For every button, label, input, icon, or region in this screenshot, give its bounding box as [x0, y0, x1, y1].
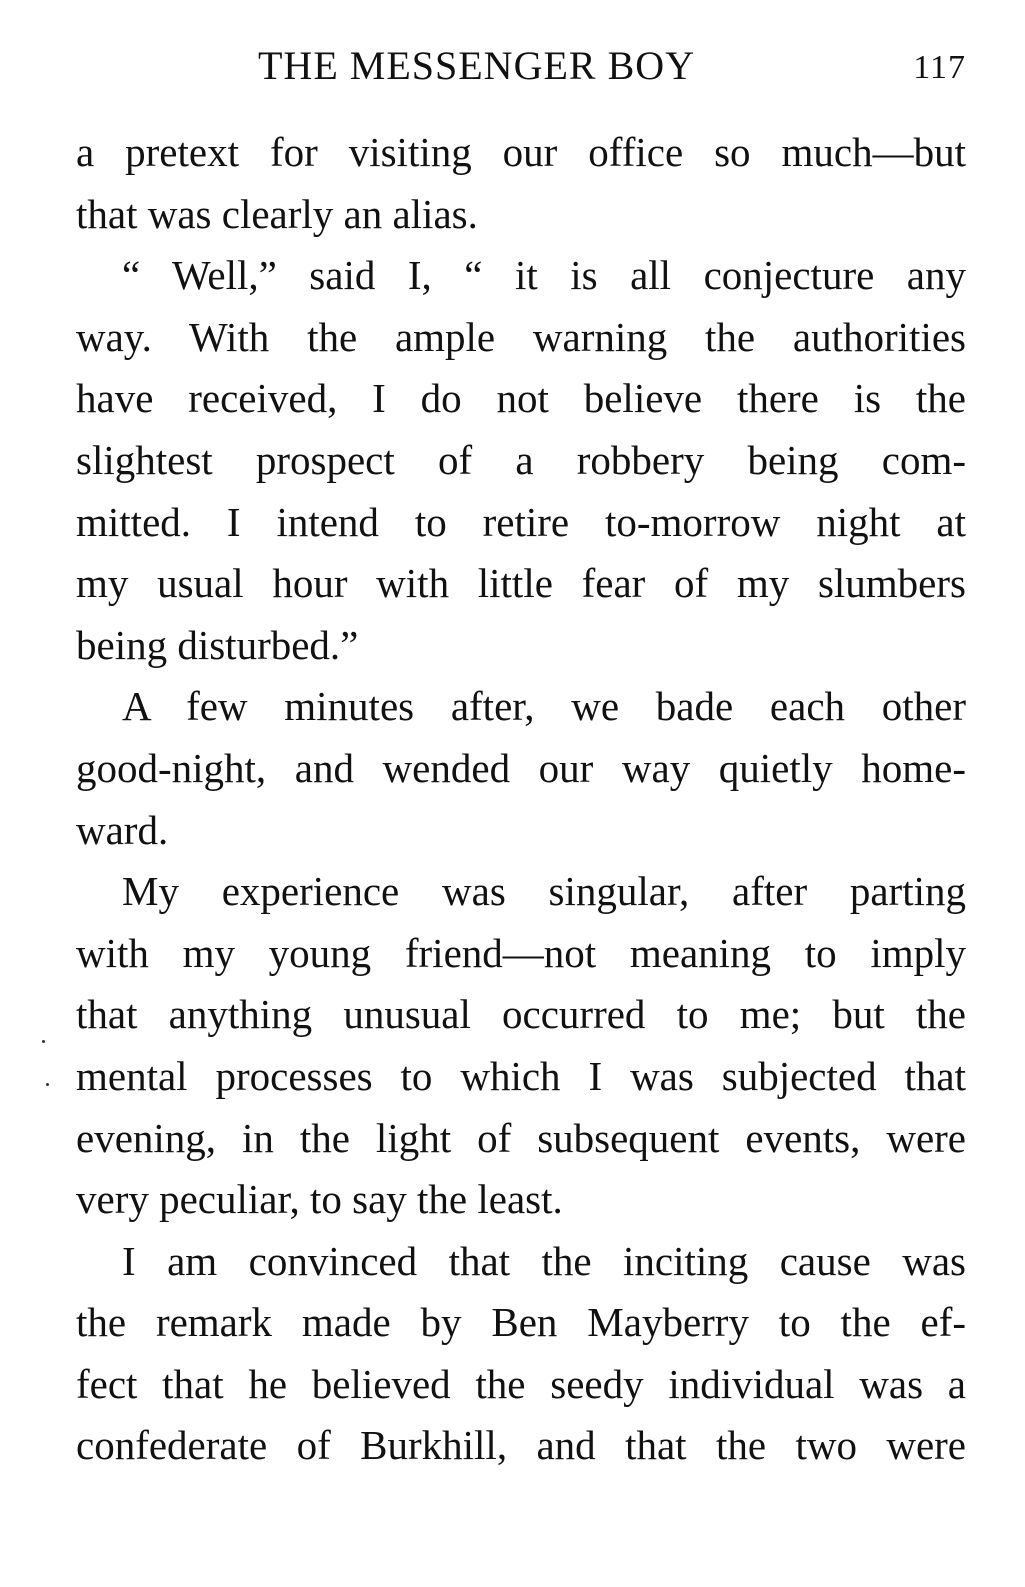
text-line: that anything unusual occurred to me; but the — [76, 991, 966, 1038]
text-line: a pretext for visiting our office so much—but — [76, 129, 966, 175]
body-text — [76, 122, 966, 1477]
text-line: very peculiar, to say the least. — [76, 1176, 563, 1223]
text-line: My experience was singular, after parting — [122, 868, 966, 915]
text-line: way. With the ample warning the authorities — [76, 313, 966, 360]
text-line: being disturbed.” — [76, 621, 359, 668]
text-line: I am convinced that the inciting cause was — [122, 1237, 966, 1284]
text-line: mental processes to which I was subjected that — [76, 1052, 966, 1099]
text-line: with my young friend—not meaning to imply — [76, 929, 966, 976]
text-line: my usual hour with little fear of my slumbers — [76, 560, 966, 607]
text-line: confederate of Burkhill, and that the two were — [76, 1422, 966, 1469]
text-line: the remark made by Ben Mayberry to the ef- — [76, 1299, 966, 1346]
running-header — [76, 38, 966, 94]
text-line: good-night, and wended our way quietly home- — [76, 744, 966, 791]
scan-speck — [42, 1040, 45, 1043]
text-line: ward. — [76, 806, 169, 853]
text-line: that was clearly an alias. — [76, 190, 478, 237]
page-number: 117 — [913, 49, 966, 86]
text-line: evening, in the light of subsequent events, were — [76, 1114, 966, 1161]
text-line: slightest prospect of a robbery being com- — [76, 436, 966, 483]
text-line: “ Well,” said I, “ it is all conjecture any — [122, 252, 966, 299]
text-line: fect that he believed the seedy individual was a — [76, 1360, 966, 1407]
scan-speck — [46, 1083, 49, 1086]
text-line: mitted. I intend to retire to-morrow night at — [76, 498, 966, 545]
running-title: THE MESSENGER BOY — [258, 43, 696, 88]
text-line: A few minutes after, we bade each other — [122, 683, 966, 730]
text-line: have received, I do not believe there is the — [76, 375, 966, 422]
